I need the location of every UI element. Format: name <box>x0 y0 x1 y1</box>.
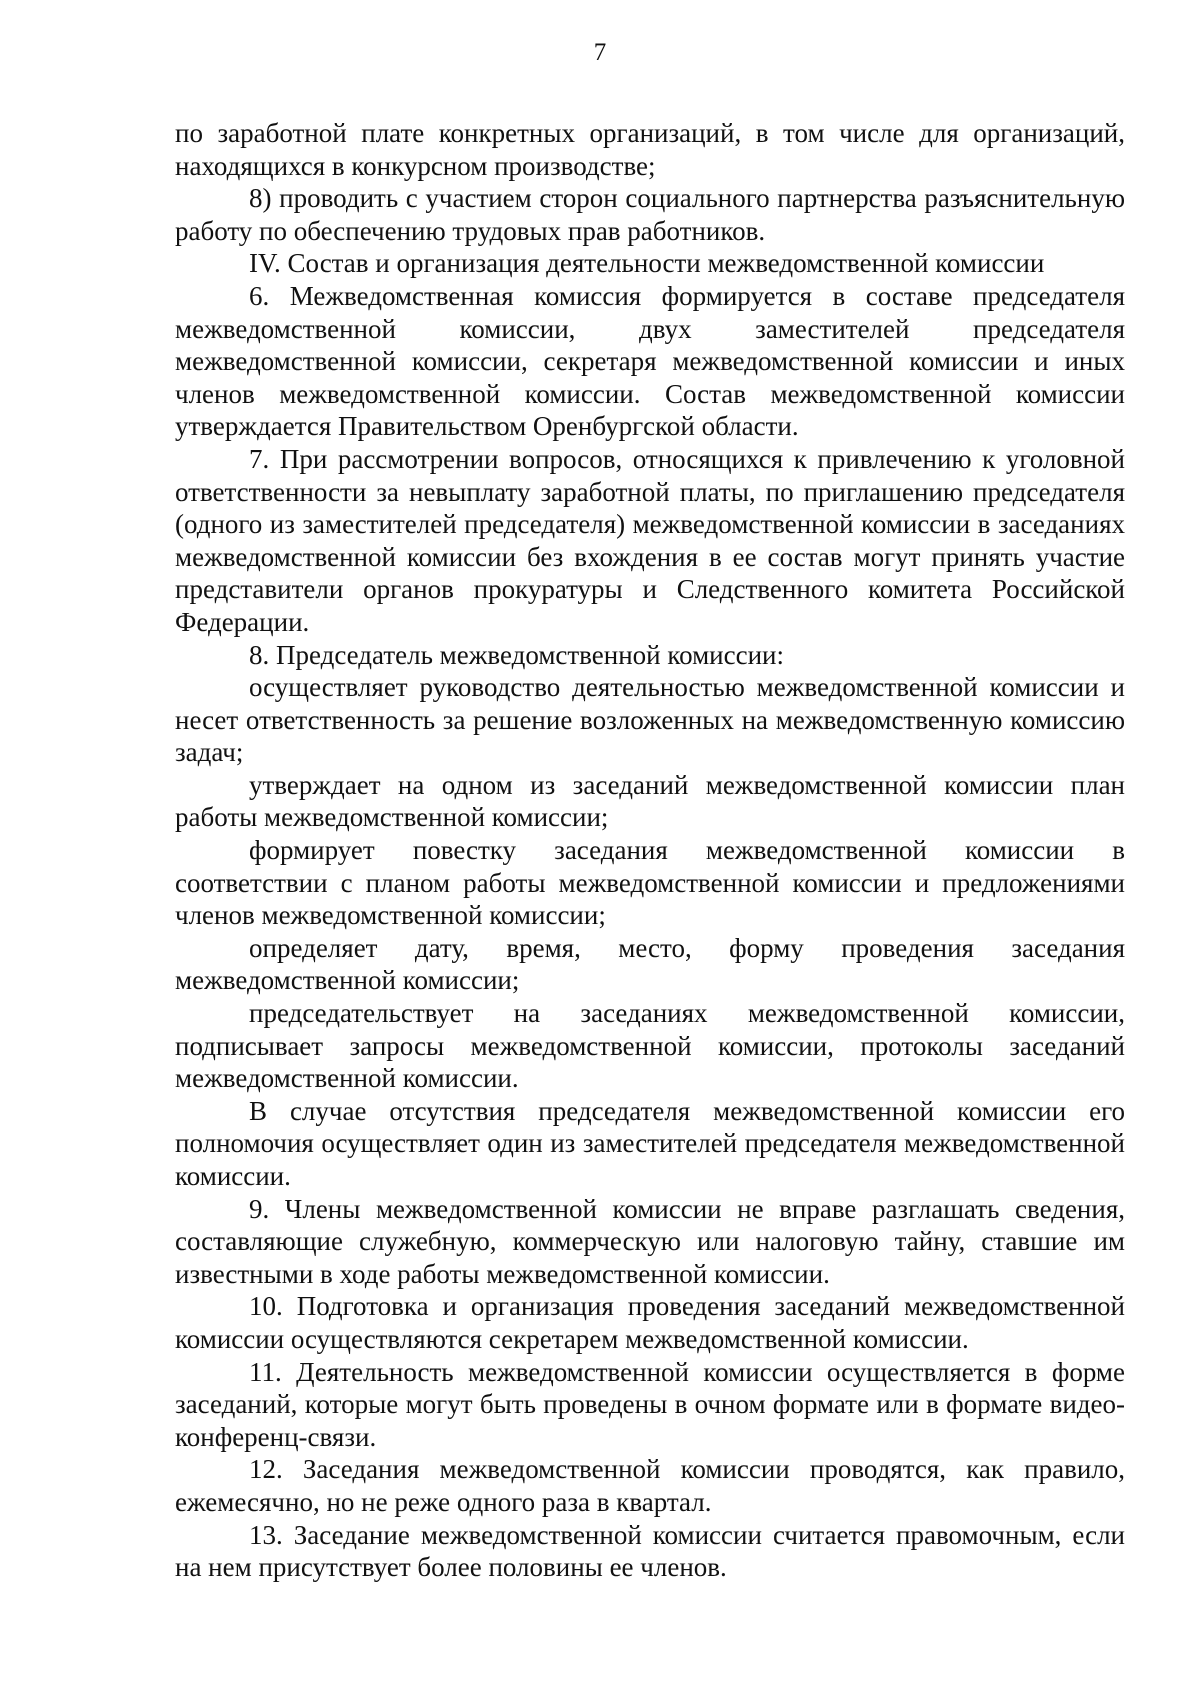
section-heading-iv: IV. Состав и организация деятельности межведомственной комиссии <box>249 248 1045 279</box>
paragraph-12: 12. Заседания межведомственной комиссии проводятся, как правило, ежемесячно, но не реже одного раза в квартал. <box>175 1454 1125 1517</box>
paragraph-continuation: по заработной плате конкретных организаций, в том числе для организаций, находящихся в конкурсном производстве; <box>175 118 1125 181</box>
paragraph-8-duty-1: осуществляет руководство деятельностью межведомственной комиссии и несет ответственность за решение возложенных на межведомственную комиссию задач; <box>175 672 1125 768</box>
document-body <box>175 117 1125 1584</box>
paragraph-7: 7. При рассмотрении вопросов, относящихся к привлечению к уголовной ответственности за невыплату заработной платы, по приглашению председателя (одного из заместителей председателя) межведомственной комиссии в заседаниях межведомственной комиссии без вхождения в ее состав могут принять участие представители органов прокуратуры и Следственного комитета Российской Федерации. <box>175 443 1125 637</box>
paragraph-8-duty-2: утверждает на одном из заседаний межведомственной комиссии план работы межведомственной комиссии; <box>175 769 1125 833</box>
paragraph-8-duty-4: определяет дату, время, место, форму проведения заседания межведомственной комиссии; <box>175 932 1125 996</box>
page-number: 7 <box>593 39 607 66</box>
paragraph-13: 13. Заседание межведомственной комиссии считается правомочным, если на нем присутствует более половины ее членов. <box>175 1519 1125 1583</box>
paragraph-6: 6. Межведомственная комиссия формируется в составе председателя межведомственной комиссии, двух заместителей председателя межведомственной комиссии, секретаря межведомственной комиссии и иных членов межведомственной комиссии. Состав межведомственной комиссии утверждается Правительством Оренбургской области. <box>175 280 1125 442</box>
paragraph-11: 11. Деятельность межведомственной комиссии осуществляется в форме заседаний, которые могут быть проведены в очном формате или в формате видео-конференц-связи. <box>175 1356 1125 1452</box>
paragraph-9: 9. Члены межведомственной комиссии не вправе разглашать сведения, составляющие служебную, коммерческую или налоговую тайну, ставшие им известными в ходе работы межведомственной комиссии. <box>175 1193 1125 1289</box>
paragraph-8: 8. Председатель межведомственной комиссии: <box>249 639 784 670</box>
paragraph-item-8: 8) проводить с участием сторон социального партнерства разъяснительную работу по обеспечению трудовых прав работников. <box>175 183 1125 246</box>
paragraph-8-absence: В случае отсутствия председателя межведомственной комиссии его полномочия осуществляет один из заместителей председателя межведомственной комиссии. <box>175 1095 1125 1191</box>
paragraph-10: 10. Подготовка и организация проведения заседаний межведомственной комиссии осуществляются секретарем межведомственной комиссии. <box>175 1291 1125 1354</box>
paragraph-8-duty-5: председательствует на заседаниях межведомственной комиссии, подписывает запросы межведомственной комиссии, протоколы заседаний межведомственной комиссии. <box>175 998 1125 1094</box>
paragraph-8-duty-3: формирует повестку заседания межведомственной комиссии в соответствии с планом работы межведомственной комиссии и предложениями членов межведомственной комиссии; <box>175 835 1125 931</box>
